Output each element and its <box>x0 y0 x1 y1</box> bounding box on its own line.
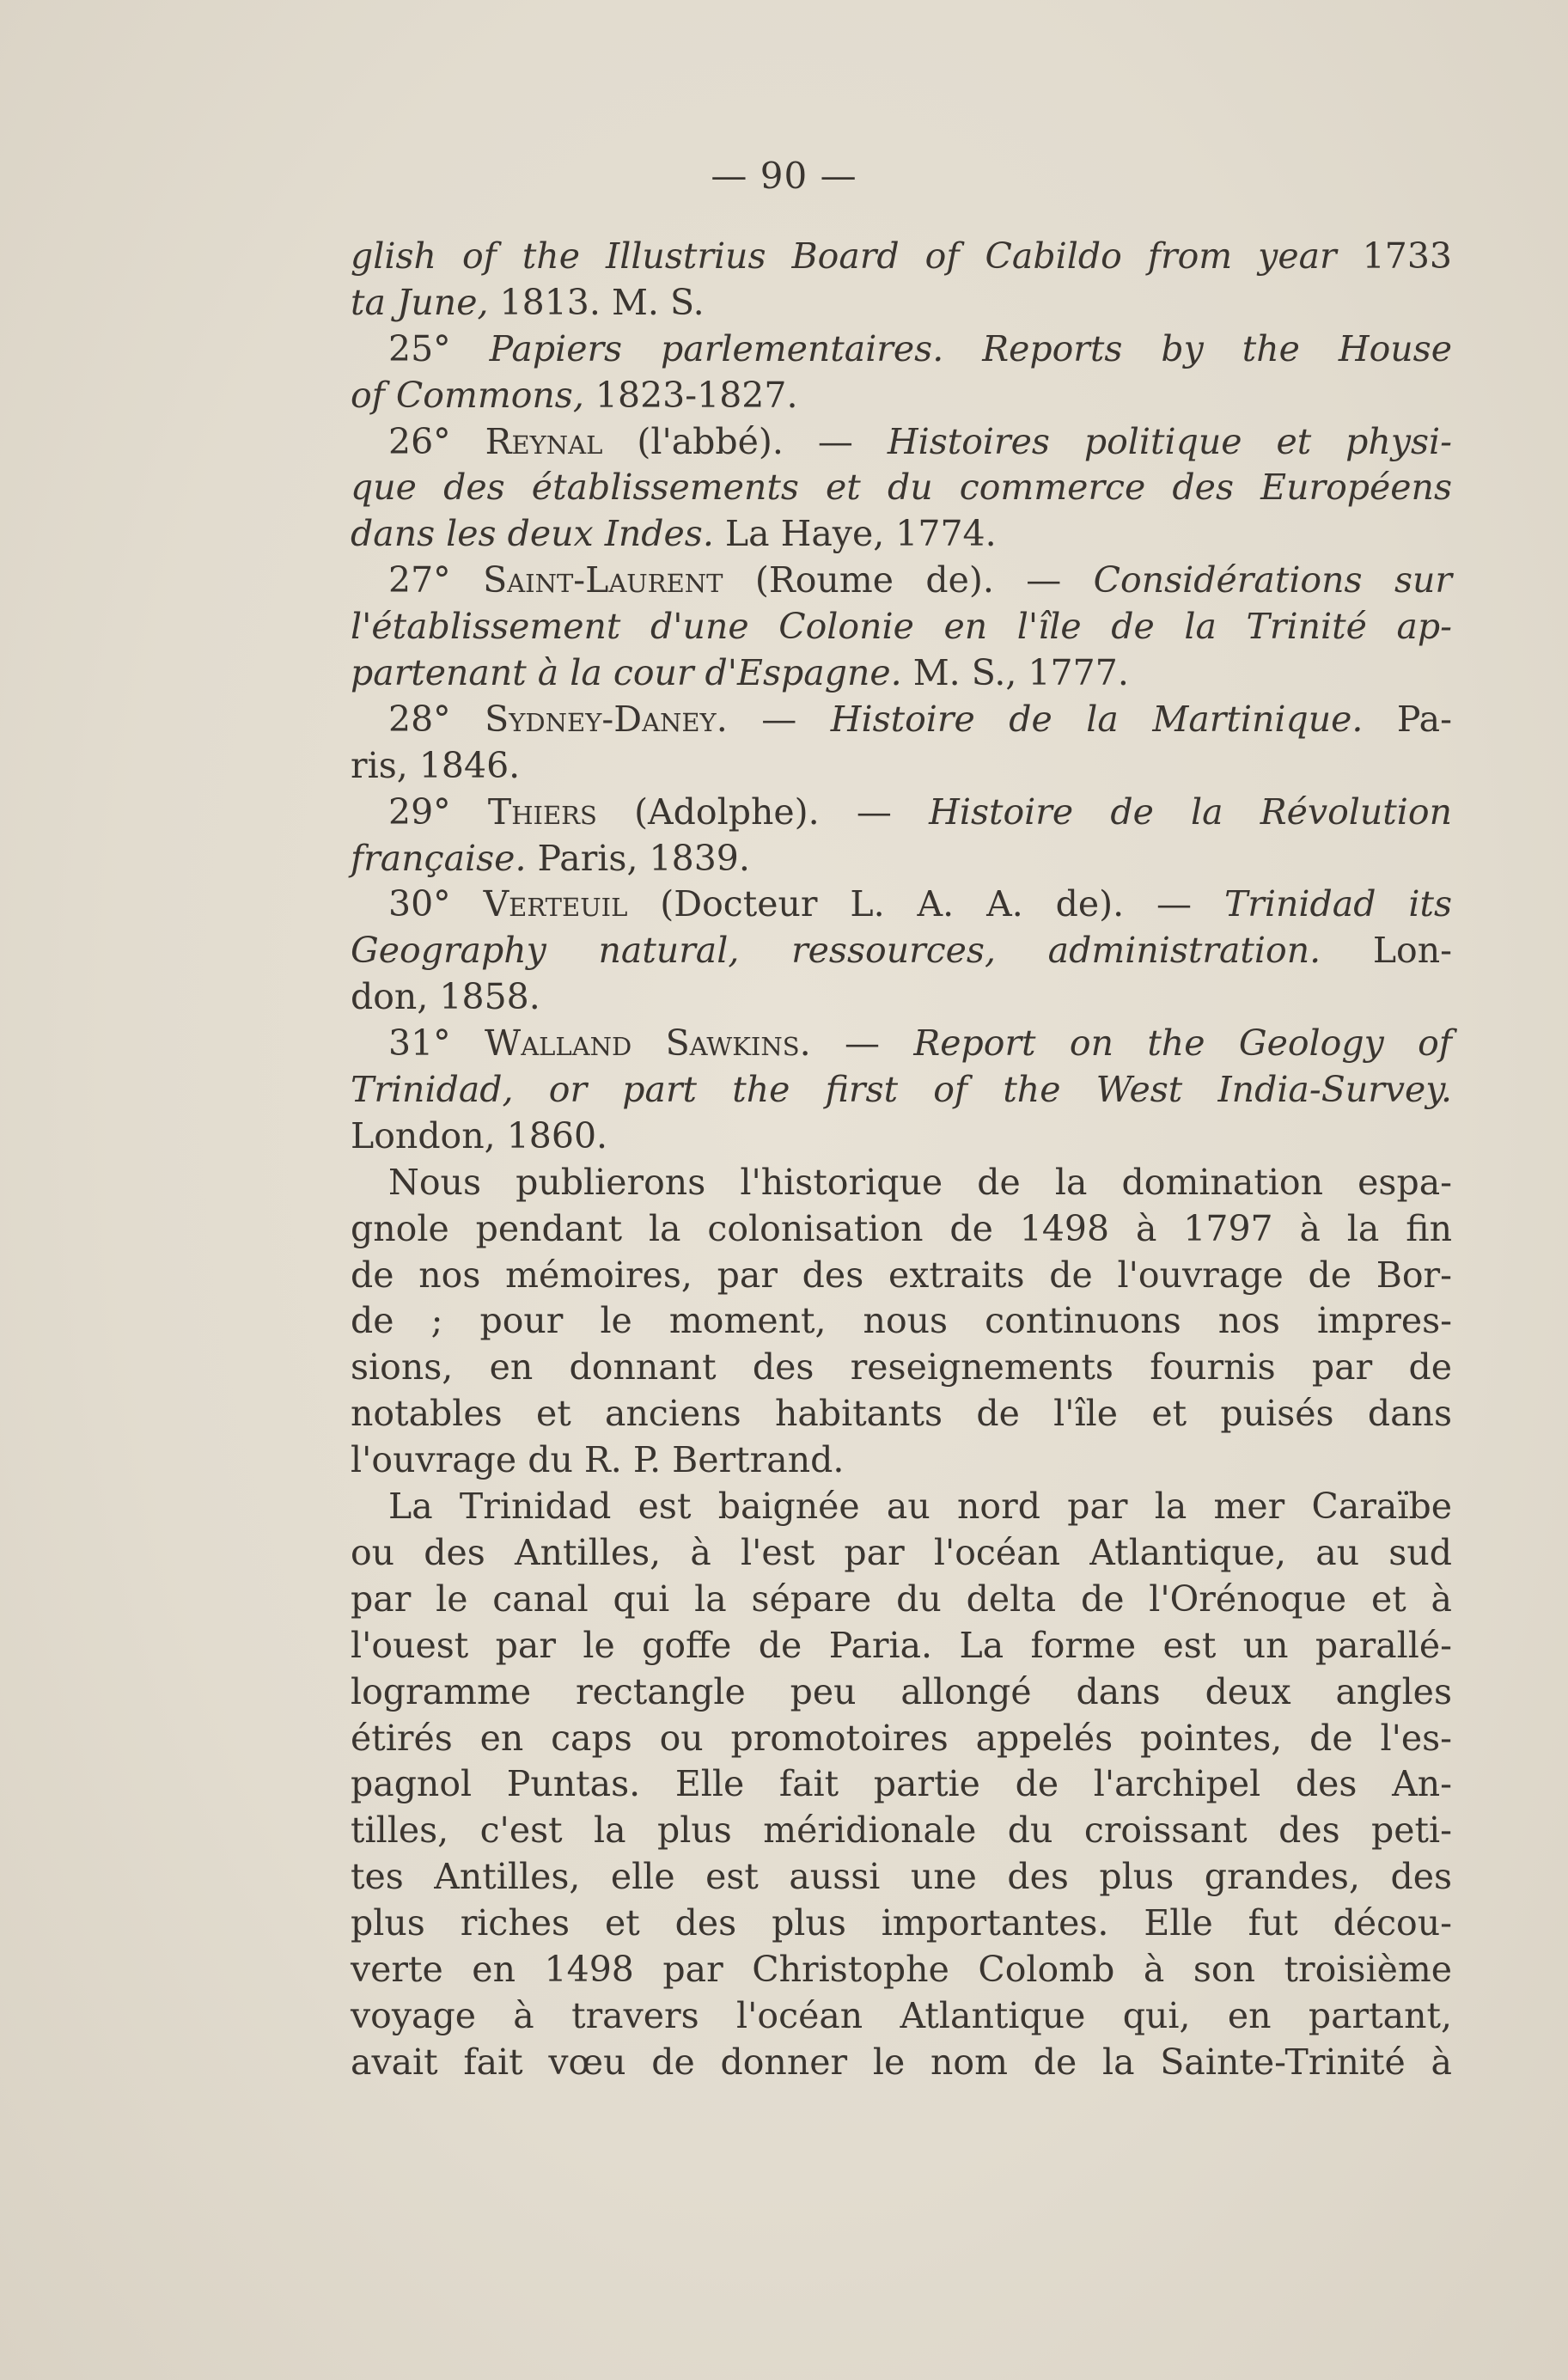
text-line <box>351 1901 1452 1947</box>
text-segment: don, 1858. <box>351 976 540 1018</box>
text-line <box>351 558 1452 604</box>
text-line <box>351 1298 1452 1345</box>
italic-segment: Histoires politique et physi- <box>887 420 1452 462</box>
author-name: Verteuil <box>483 883 628 925</box>
italic-segment: Papiers parlementaires. Reports by the House <box>489 327 1452 369</box>
text-line <box>351 1993 1452 2040</box>
italic-segment: Trinidad, or part the first of the West India-Survey. <box>351 1069 1452 1111</box>
text-segment: gnole pendant la colonisation de 1498 à 1797 à la fin <box>351 1207 1452 1249</box>
text-line <box>351 1761 1452 1808</box>
text-line <box>351 1345 1452 1391</box>
text-segment: verte en 1498 par Christophe Colomb à son troisième <box>351 1948 1452 1990</box>
text-line <box>351 1716 1452 1762</box>
italic-segment: Trinidad its <box>1223 883 1452 925</box>
author-name: Thiers <box>487 790 597 833</box>
text-segment: voyage à travers l'océan Atlantique qui, en partant, <box>351 1994 1452 2036</box>
italic-segment: glish of the Illustrius Board of Cabildo from year <box>351 235 1337 277</box>
text-line <box>351 1484 1452 1530</box>
text-segment: notables et anciens habitants de l'île et puisés dans <box>351 1393 1452 1435</box>
text-segment: La Trinidad est baignée au nord par la mer Caraïbe <box>388 1486 1452 1528</box>
italic-segment: Considérations sur <box>1093 559 1452 601</box>
author-name: Saint-Laurent <box>483 559 723 601</box>
text-segment: 25° <box>388 327 490 369</box>
text-line <box>351 465 1452 511</box>
text-segment: 27° <box>388 559 484 601</box>
text-segment: pagnol Puntas. Elle fait partie de l'archipel des An- <box>351 1763 1452 1805</box>
text-segment: tes Antilles, elle est aussi une des plus grandes, des <box>351 1856 1452 1898</box>
text-segment: plus riches et des plus importantes. Elle fut décou- <box>351 1902 1452 1944</box>
page-number: — 90 — <box>711 155 857 197</box>
text-segment: 30° <box>388 883 484 925</box>
text-line <box>351 974 1452 1021</box>
text-line <box>351 1253 1452 1299</box>
text-segment: étirés en caps ou promotoires appelés pointes, de l'es- <box>351 1717 1452 1759</box>
text-segment: de ; pour le moment, nous continuons nos impres- <box>351 1300 1452 1342</box>
text-segment: par le canal qui la sépare du delta de l'Orénoque et à <box>351 1578 1452 1620</box>
text-line <box>351 234 1452 280</box>
text-line <box>351 511 1452 558</box>
author-name: Sydney-Daney <box>485 698 717 740</box>
italic-segment: que des établissements et du commerce des Européens <box>351 467 1452 509</box>
author-name: Reynal <box>485 420 603 462</box>
text-line <box>351 790 1452 836</box>
italic-segment: dans les deux Indes. <box>351 513 714 555</box>
text-segment: Nous publierons l'historique de la domination espa- <box>388 1161 1452 1203</box>
text-line <box>351 882 1452 928</box>
text-segment: sions, en donnant des reseignements fournis par de <box>351 1346 1452 1388</box>
body-text <box>351 234 1452 2086</box>
text-segment: 26° <box>388 420 485 462</box>
text-line <box>351 326 1452 373</box>
italic-segment: l'établissement d'une Colonie en l'île de la Trinité ap- <box>351 606 1452 648</box>
text-segment: Pa- <box>1363 698 1452 740</box>
italic-segment: Report on the Geology of <box>913 1022 1452 1065</box>
text-line <box>351 836 1452 882</box>
text-segment: 1823-1827. <box>583 374 798 416</box>
text-segment: 1733 <box>1336 235 1453 277</box>
text-segment: (Adolphe). — <box>596 790 930 833</box>
text-segment: ou des Antilles, à l'est par l'océan Atlantique, au sud <box>351 1531 1452 1573</box>
text-line <box>351 928 1452 974</box>
text-segment: . — <box>799 1022 914 1065</box>
text-segment: ris, 1846. <box>351 744 521 786</box>
text-segment: logramme rectangle peu allongé dans deux angles <box>351 1670 1452 1712</box>
text-line <box>351 604 1452 650</box>
text-line <box>351 1623 1452 1669</box>
text-line <box>351 1808 1452 1854</box>
text-line <box>351 743 1452 790</box>
text-line <box>351 2040 1452 2086</box>
text-line <box>351 1391 1452 1437</box>
text-line <box>351 1530 1452 1577</box>
text-segment: 31° <box>388 1022 485 1065</box>
author-name: Walland Sawkins <box>485 1022 800 1065</box>
text-segment: 28° <box>388 698 485 740</box>
text-line <box>351 1947 1452 1993</box>
text-line <box>351 1206 1452 1253</box>
text-line <box>351 697 1452 743</box>
text-line <box>351 1669 1452 1716</box>
italic-segment: partenant à la cour d'Espagne. <box>351 652 902 694</box>
text-segment: (Docteur L. A. A. de). — <box>627 883 1224 925</box>
italic-segment: Histoire de la Martinique. <box>830 698 1364 740</box>
text-segment: l'ouest par le goffe de Paria. La forme est un parallé- <box>351 1624 1452 1666</box>
text-line <box>351 1437 1452 1484</box>
text-line <box>351 1160 1452 1206</box>
text-line <box>351 280 1452 326</box>
text-segment: 1813. M. S. <box>488 281 705 323</box>
text-line <box>351 650 1452 697</box>
text-line <box>351 1114 1452 1160</box>
text-segment: avait fait vœu de donner le nom de la Sainte-Trinité à <box>351 2041 1452 2083</box>
text-line <box>351 1067 1452 1114</box>
text-line <box>351 373 1452 419</box>
italic-segment: of Commons, <box>351 374 584 416</box>
text-line <box>351 1021 1452 1067</box>
text-segment: (l'abbé). — <box>602 420 888 462</box>
text-line <box>351 1854 1452 1901</box>
text-segment: l'ouvrage du R. P. Bertrand. <box>351 1439 845 1481</box>
text-segment: . — <box>716 698 831 740</box>
text-segment: Paris, 1839. <box>526 837 750 879</box>
text-segment: (Roume de). — <box>723 559 1094 601</box>
text-line <box>351 419 1452 466</box>
text-segment: 29° <box>388 790 488 833</box>
italic-segment: française. <box>351 837 527 879</box>
text-segment: de nos mémoires, par des extraits de l'ouvrage de Bor- <box>351 1254 1452 1296</box>
italic-segment: Histoire de la Révolution <box>929 790 1452 833</box>
text-segment: tilles, c'est la plus méridionale du croissant des peti- <box>351 1809 1452 1852</box>
italic-segment: Geography natural, ressources, administration. <box>351 930 1321 972</box>
text-line <box>351 1577 1452 1623</box>
text-segment: M. S., 1777. <box>901 652 1129 694</box>
text-segment: La Haye, 1774. <box>713 513 997 555</box>
italic-segment: ta June, <box>351 281 489 323</box>
text-segment: Lon- <box>1321 930 1452 972</box>
text-segment: London, 1860. <box>351 1114 608 1156</box>
